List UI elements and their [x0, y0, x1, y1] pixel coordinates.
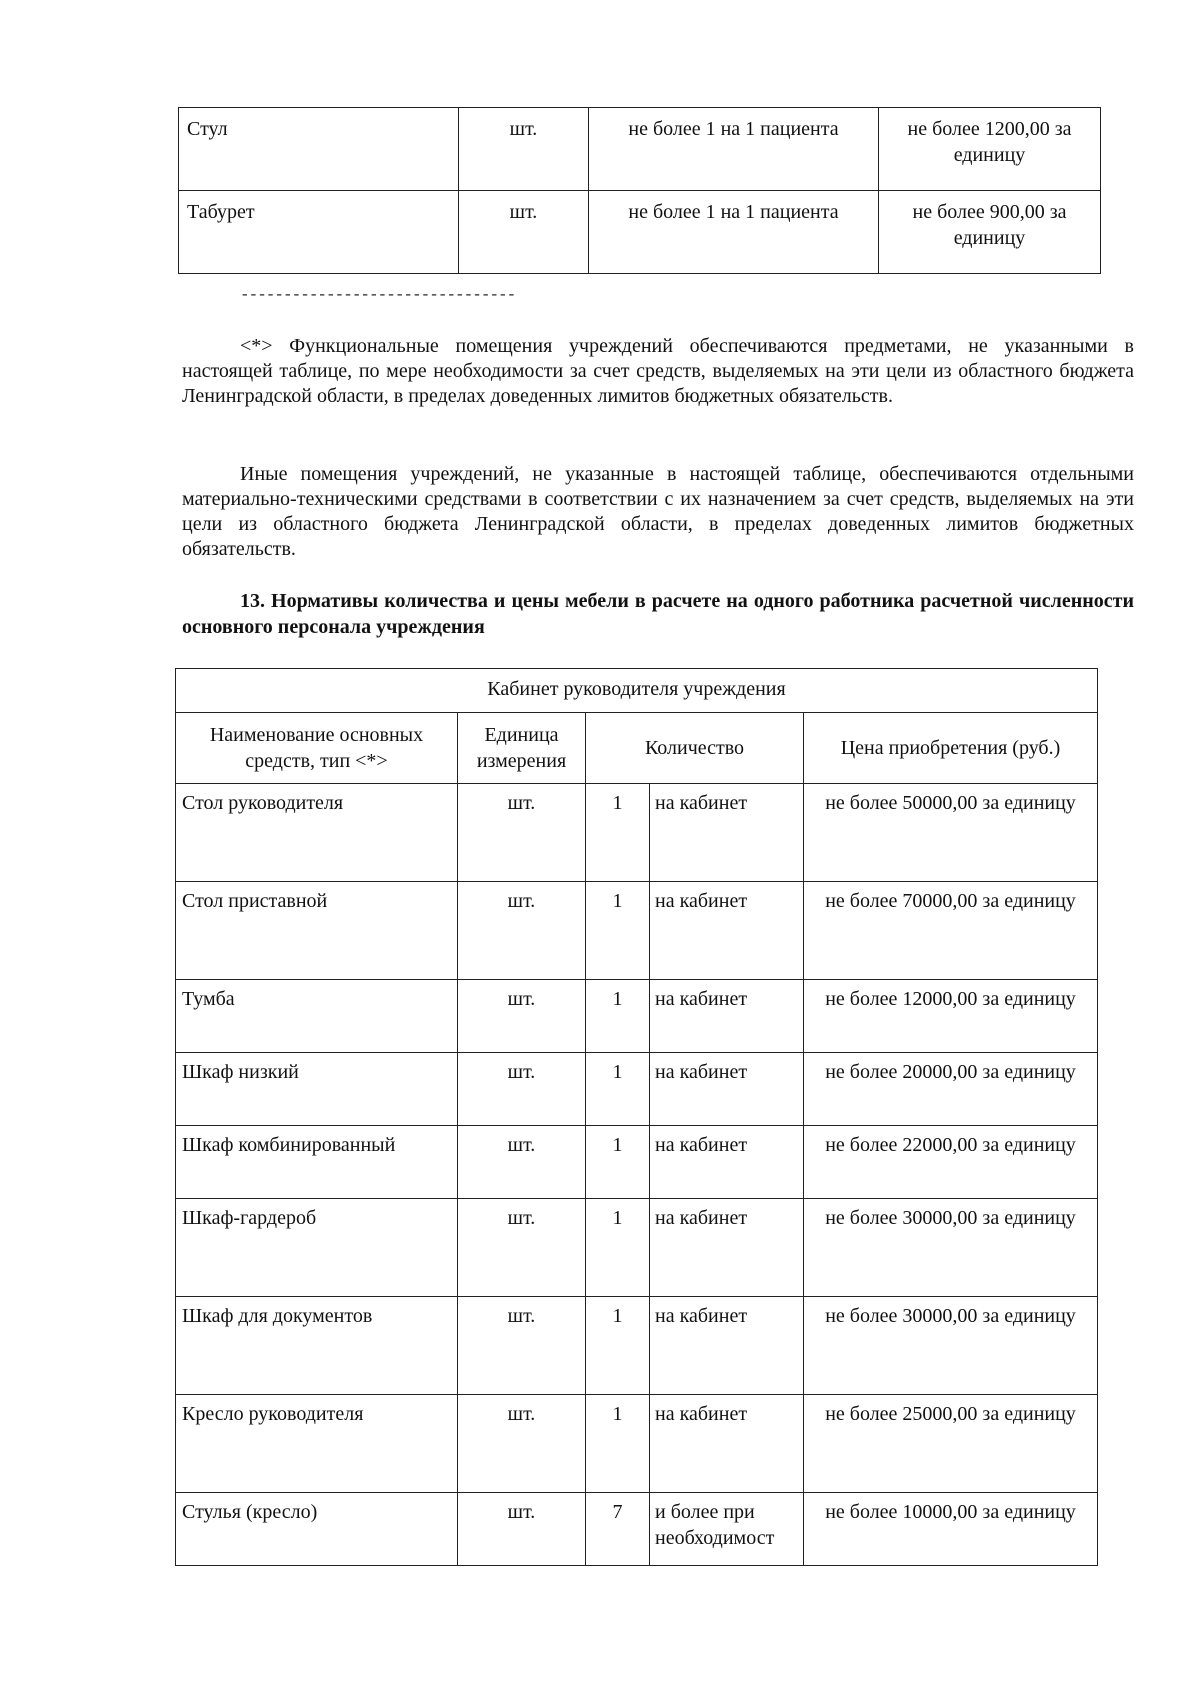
item-name: Шкаф-гардероб: [176, 1199, 458, 1297]
item-unit: шт.: [458, 1126, 586, 1199]
column-header-unit: Единица измерения: [458, 713, 586, 784]
item-count-basis: на кабинет: [650, 1199, 804, 1297]
item-name: Шкаф для документов: [176, 1297, 458, 1395]
table-row: [176, 1126, 1098, 1199]
item-quantity: не более 1 на 1 пациента: [589, 191, 879, 274]
item-price: не более 25000,00 за единицу: [804, 1395, 1098, 1493]
table-caption: Кабинет руководителя учреждения: [176, 669, 1098, 713]
item-price: не более 1200,00 за единицу: [879, 108, 1101, 191]
item-price: не более 22000,00 за единицу: [804, 1126, 1098, 1199]
item-name: Тумба: [176, 980, 458, 1053]
paragraph-text: <*> Функциональные помещения учреждений обеспечиваются предметами, не указанными в настоящей таблице, по мере необходимости за счет средств, выделяемых на эти цели из областного бюджета Ленинградской области, в пределах доведенных лимитов бюджетных обязательств.: [182, 335, 1134, 407]
table-row: [176, 1199, 1098, 1297]
column-header-name: Наименование основных средств, тип <*>: [176, 713, 458, 784]
item-count: 1: [586, 882, 650, 980]
item-price: не более 10000,00 за единицу: [804, 1493, 1098, 1566]
item-count-basis: и более при необходимост: [650, 1493, 804, 1566]
footnote-separator: --------------------------------: [240, 286, 516, 304]
paragraph-text: Иные помещения учреждений, не указанные в настоящей таблице, обеспечиваются отдельными материально-техническими средствами в соответствии с их назначением за счет средств, выделяемых на эти цели из областного бюджета Ленинградской области, в пределах доведенных лимитов бюджетных обязательств.: [182, 463, 1134, 560]
item-count: 7: [586, 1493, 650, 1566]
item-count: 1: [586, 1395, 650, 1493]
item-unit: шт.: [459, 108, 589, 191]
table-row: [179, 108, 1101, 191]
table-row: [179, 191, 1101, 274]
section-heading: [182, 588, 1134, 640]
item-name: Стол приставной: [176, 882, 458, 980]
item-unit: шт.: [458, 882, 586, 980]
item-count-basis: на кабинет: [650, 1053, 804, 1126]
item-count: 1: [586, 1126, 650, 1199]
item-count: 1: [586, 1199, 650, 1297]
item-name: Табурет: [179, 191, 459, 274]
item-count-basis: на кабинет: [650, 980, 804, 1053]
item-count: 1: [586, 980, 650, 1053]
item-price: не более 900,00 за единицу: [879, 191, 1101, 274]
item-quantity: не более 1 на 1 пациента: [589, 108, 879, 191]
item-count: 1: [586, 1053, 650, 1126]
table-header-row: [176, 713, 1098, 784]
table-caption-row: [176, 669, 1098, 713]
item-unit: шт.: [458, 1199, 586, 1297]
item-name: Шкаф низкий: [176, 1053, 458, 1126]
item-price: не более 30000,00 за единицу: [804, 1297, 1098, 1395]
item-unit: шт.: [458, 1053, 586, 1126]
item-count: 1: [586, 784, 650, 882]
item-price: не более 12000,00 за единицу: [804, 980, 1098, 1053]
item-count-basis: на кабинет: [650, 1297, 804, 1395]
item-unit: шт.: [458, 1493, 586, 1566]
column-header-quantity: Количество: [586, 713, 804, 784]
footnote-paragraph: [182, 334, 1134, 409]
director-office-table: [175, 668, 1098, 1566]
item-unit: шт.: [458, 1297, 586, 1395]
top-furniture-table: [178, 107, 1101, 274]
section-heading-text: 13. Нормативы количества и цены мебели в расчете на одного работника расчетной численности основного персонала учреждения: [182, 590, 1134, 638]
table-row: [176, 1493, 1098, 1566]
item-name: Кресло руководителя: [176, 1395, 458, 1493]
item-unit: шт.: [458, 1395, 586, 1493]
item-price: не более 20000,00 за единицу: [804, 1053, 1098, 1126]
table-row: [176, 784, 1098, 882]
item-price: не более 70000,00 за единицу: [804, 882, 1098, 980]
item-unit: шт.: [458, 980, 586, 1053]
item-name: Стулья (кресло): [176, 1493, 458, 1566]
table-row: [176, 980, 1098, 1053]
item-name: Шкаф комбинированный: [176, 1126, 458, 1199]
item-count-basis: на кабинет: [650, 1395, 804, 1493]
item-unit: шт.: [458, 784, 586, 882]
item-name: Стол руководителя: [176, 784, 458, 882]
body-paragraph: [182, 462, 1134, 562]
table-row: [176, 1297, 1098, 1395]
item-count-basis: на кабинет: [650, 1126, 804, 1199]
table-row: [176, 882, 1098, 980]
item-unit: шт.: [459, 191, 589, 274]
item-count-basis: на кабинет: [650, 882, 804, 980]
item-price: не более 50000,00 за единицу: [804, 784, 1098, 882]
table-row: [176, 1053, 1098, 1126]
column-header-price: Цена приобретения (руб.): [804, 713, 1098, 784]
item-count-basis: на кабинет: [650, 784, 804, 882]
item-count: 1: [586, 1297, 650, 1395]
item-name: Стул: [179, 108, 459, 191]
table-row: [176, 1395, 1098, 1493]
item-price: не более 30000,00 за единицу: [804, 1199, 1098, 1297]
